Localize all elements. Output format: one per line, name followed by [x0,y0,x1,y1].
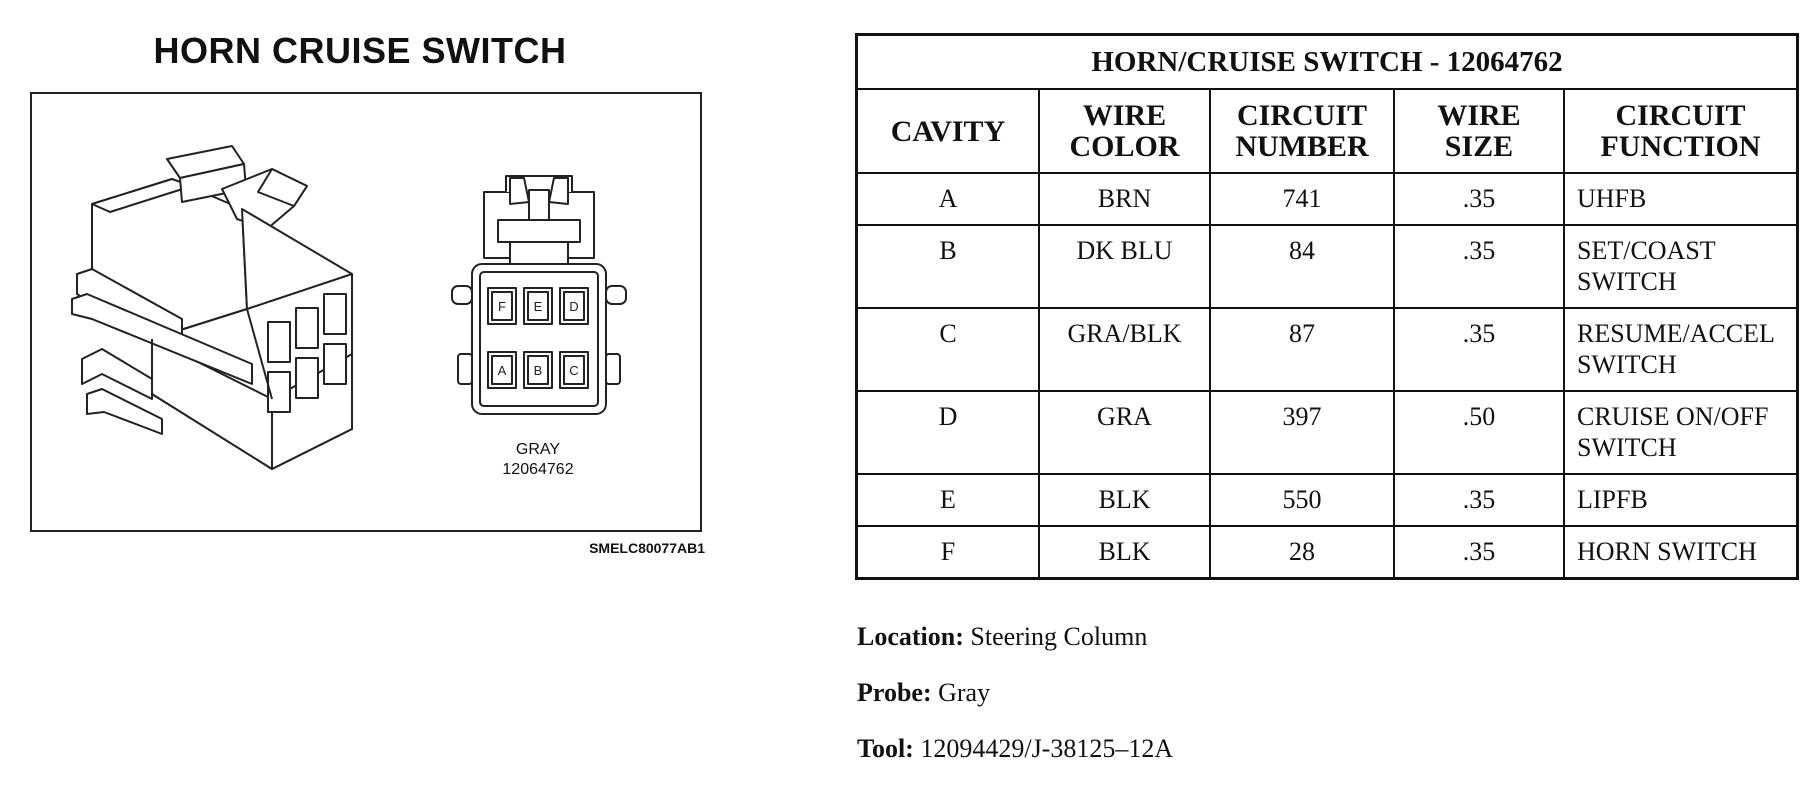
circuit-function-cell: SET/COAST SWITCH [1564,225,1798,308]
table-row [857,308,1798,391]
cavity-label-f: F [498,299,506,314]
connector-color-label: GRAY [515,441,561,458]
table-row [857,225,1798,308]
header-wire-size-line1: WIRE [1437,99,1521,132]
tool-line [857,734,1173,764]
cavity-cell: A [857,173,1040,225]
wire-color-cell: DK BLU [1039,225,1210,308]
cavity-cell: D [857,391,1040,474]
cavity-label-b: B [533,363,543,378]
circuit-number-cell: 550 [1210,474,1394,526]
header-circuit-number [1210,89,1394,173]
cavity-label-e: E [533,299,543,314]
cavity-cell: F [857,526,1040,579]
header-circuit-function-line1: CIRCUIT [1615,99,1746,132]
table-header-row [857,89,1798,173]
wire-color-cell: GRA/BLK [1039,308,1210,391]
table-row [857,474,1798,526]
header-circuit-number-line2: NUMBER [1235,130,1369,163]
table-title: HORN/CRUISE SWITCH - 12064762 [857,35,1798,90]
location-value: Steering Column [970,622,1148,651]
cavity-label-d: D [569,299,579,314]
connector-drawing [32,94,704,534]
header-wire-color-line2: COLOR [1069,130,1180,163]
probe-value: Gray [938,678,991,707]
header-circuit-function-line2: FUNCTION [1600,130,1761,163]
location-label: Location: [857,622,964,651]
tool-label: Tool: [857,734,914,763]
header-wire-color [1039,89,1210,173]
circuit-function-cell: LIPFB [1564,474,1798,526]
wire-size-cell: .35 [1394,526,1564,579]
figure-title: HORN CRUISE SWITCH [153,30,567,71]
cavity-cell: B [857,225,1040,308]
table-row [857,173,1798,225]
probe-label: Probe: [857,678,932,707]
header-circuit-number-line1: CIRCUIT [1236,99,1368,132]
wire-color-cell: BRN [1039,173,1210,225]
circuit-number-cell: 28 [1210,526,1394,579]
cavity-label-c: C [569,363,579,378]
table-row [857,391,1798,474]
wire-size-cell: .50 [1394,391,1564,474]
header-wire-size-line2: SIZE [1444,130,1514,163]
circuit-number-cell: 84 [1210,225,1394,308]
header-wire-color-line1: WIRE [1082,99,1167,132]
wire-size-cell: .35 [1394,225,1564,308]
image-code: SMELC80077AB1 [589,540,705,556]
wire-size-cell: .35 [1394,173,1564,225]
wire-size-cell: .35 [1394,308,1564,391]
probe-line [857,678,990,708]
circuit-function-cell: CRUISE ON/OFF SWITCH [1564,391,1798,474]
wire-color-cell: BLK [1039,474,1210,526]
tool-value: 12094429/J-38125–12A [920,734,1174,763]
location-line [857,622,1147,652]
circuit-number-cell: 397 [1210,391,1394,474]
cavity-cell: C [857,308,1040,391]
header-wire-size [1394,89,1564,173]
pinout-table [855,33,1799,580]
connector-part-number: 12064762 [502,461,574,478]
circuit-function-cell: RESUME/ACCEL SWITCH [1564,308,1798,391]
circuit-function-cell: HORN SWITCH [1564,526,1798,579]
cavity-cell: E [857,474,1040,526]
header-circuit-function [1564,89,1798,173]
wire-size-cell: .35 [1394,474,1564,526]
wire-color-cell: BLK [1039,526,1210,579]
circuit-function-cell: UHFB [1564,173,1798,225]
pinout-table-container [855,33,1799,580]
wire-color-cell: GRA [1039,391,1210,474]
cavity-label-a: A [497,363,507,378]
header-cavity [857,89,1040,173]
header-cavity-line1: CAVITY [890,114,1006,148]
circuit-number-cell: 741 [1210,173,1394,225]
connector-figure [30,92,702,532]
table-body [857,173,1798,579]
table-row [857,526,1798,579]
circuit-number-cell: 87 [1210,308,1394,391]
